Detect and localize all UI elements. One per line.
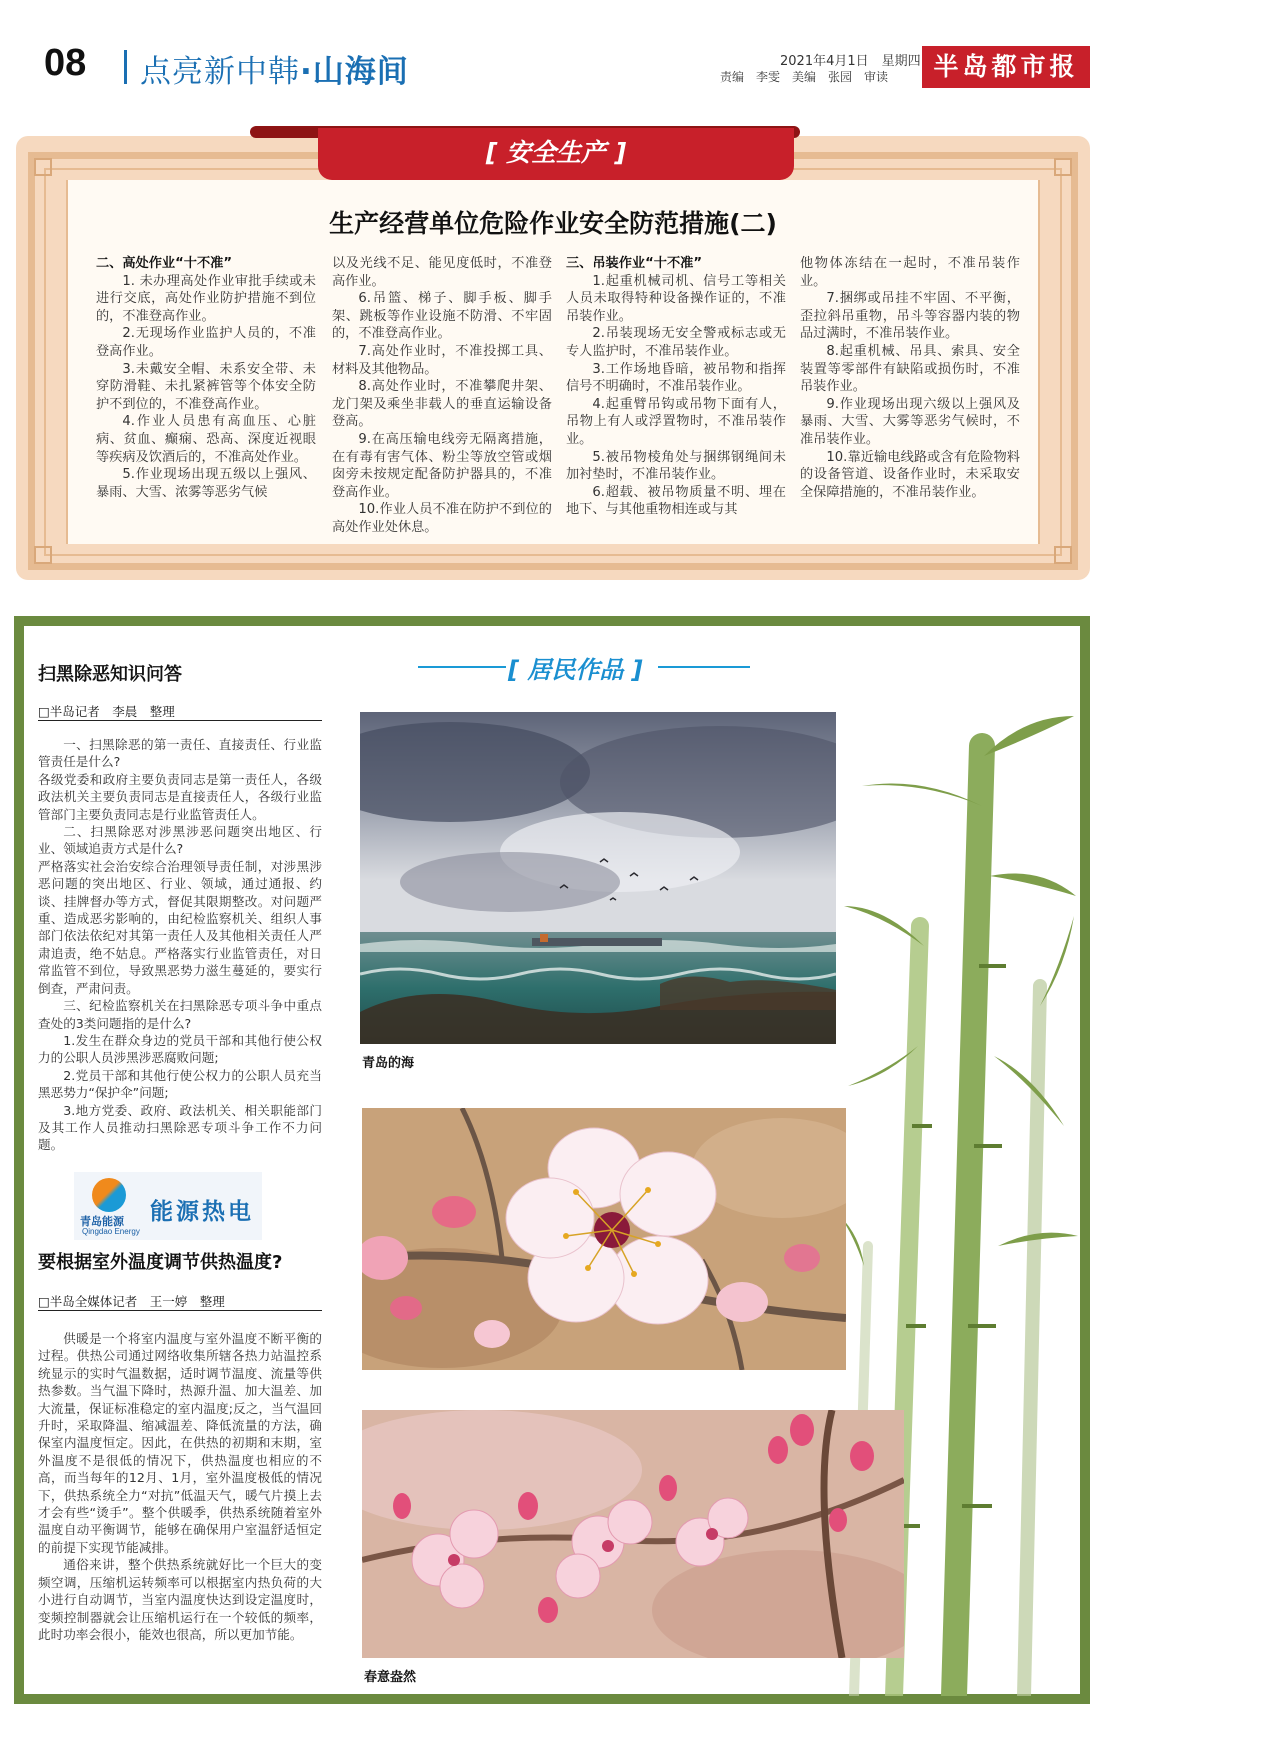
section-title-bold: 山海间 — [312, 54, 409, 90]
safety-item: 10.靠近输电线路或含有危险物料的设备管道、设备作业时，未采取安全保障措施的，不准吊装作业。 — [800, 449, 1020, 500]
safety-item: 3.未戴安全帽、未系安全带、未穿防滑鞋、未扎紧裤管等个体安全防护不到位的，不准登高作业。 — [96, 361, 316, 412]
article-paragraph: 1.发生在群众身边的党员干部和其他行使公权力的公职人员涉黑涉恶腐败问题; — [38, 1032, 322, 1066]
safety-item: 5.被吊物棱角处与捆绑钢绳间未加衬垫时，不准吊装作业。 — [566, 449, 786, 483]
safety-column-1 — [96, 255, 316, 501]
safety-item: 他物体冻结在一起时，不准吊装作业。 — [800, 256, 1020, 289]
artwork-caption: 春意盎然 — [364, 1670, 417, 1685]
article-paragraph: 通俗来讲，整个供热系统就好比一个巨大的变频空调，压缩机运转频率可以根据室内热负荷的大小进行自动调节，当室内温度快达到设定温度时，变频控制器就会让压缩机运行在一个较低的频率，此时功率会很小，能效也很高，所以更加节能。 — [38, 1557, 322, 1642]
safety-subhead: 三、吊装作业“十不准” — [566, 256, 703, 271]
safety-subhead: 二、高处作业“十不准” — [96, 256, 233, 271]
article-byline: □半岛记者 李晨 整理 — [38, 704, 175, 719]
blossom-photo-branch — [362, 1410, 904, 1658]
section-title-light: 点亮新中韩 — [140, 54, 300, 90]
works-heading-line — [658, 666, 750, 668]
article-paragraph: 严格落实社会治安综合治理领导责任制，对涉黑涉恶问题的突出地区、行业、领域，通过通报、约谈、挂牌督办等方式，督促其限期整改。对问题严重、造成恶劣影响的，由纪检监察机关、组织人事部门依法依纪对其第一责任人及其他相关责任人严肃追责，绝不姑息。严格落实行业监管责任，对日常监管不到位，导致黑恶势力滋生蔓延的，要实行倒查，严肃问责。 — [38, 858, 322, 996]
newspaper-logo: 半岛都市报 — [922, 46, 1090, 88]
safety-item: 8.起重机械、吊具、索具、安全装置等零部件有缺陷或损伤时，不准吊装作业。 — [800, 343, 1020, 395]
section-title — [140, 46, 409, 91]
article-paragraph: 三、纪检监察机关在扫黑除恶专项斗争中重点查处的3类问题指的是什么? — [38, 998, 322, 1031]
article-paragraph: 3.地方党委、政府、政法机关、相关职能部门及其工作人员推动扫黑除恶专项斗争工作不力问题。 — [38, 1102, 322, 1153]
energy-mark-name: 青岛能源 — [80, 1215, 124, 1228]
safety-item: 以及光线不足、能见度低时，不准登高作业。 — [332, 256, 552, 289]
article-title: 扫黑除恶知识问答 — [38, 664, 182, 685]
safety-item: 1.起重机械司机、信号工等相关人员未取得特种设备操作证的，不准吊装作业。 — [566, 273, 786, 324]
lattice-corner — [1054, 546, 1072, 564]
safety-item: 9.在高压输电线旁无隔离措施，在有毒有害气体、粉尘等放空管或烟囱旁未按规定配备防护器具的，不准登高作业。 — [332, 431, 552, 500]
safety-banner: [ 安全生产 ] — [318, 128, 794, 180]
article-paragraph: 2.党员干部和其他行使公权力的公职人员充当黑恶势力“保护伞”问题; — [38, 1067, 322, 1101]
safety-item: 2.无现场作业监护人员的，不准登高作业。 — [96, 326, 316, 359]
article-title: 要根据室外温度调节供热温度? — [38, 1252, 283, 1273]
safety-column-3 — [566, 255, 786, 519]
safety-column-2 — [332, 255, 552, 537]
section-title-dot: · — [300, 54, 313, 90]
lattice-corner — [34, 158, 52, 176]
energy-mark-icon — [92, 1178, 126, 1212]
safety-item: 6.超载、被吊物质量不明、埋在地下、与其他重物相连或与其 — [566, 484, 786, 518]
article-paragraph: 一、扫黑除恶的第一责任、直接责任、行业监管责任是什么? — [38, 737, 322, 770]
article-paragraph: 供暖是一个将室内温度与室外温度不断平衡的过程。供热公司通过网络收集所辖各热力站温控系统显示的实时气温数据，适时调节温度、流量等供热参数。当气温下降时，热源升温、加大温差、加大流量，保证标准稳定的室内温度;反之，当气温回升时，采取降温、缩减温差、降低流量的方法，确保室内温度恒定。因此，在供热的初期和末期，室外温度不是很低的情况下，供热温度也相应的不高，而当每年的12月、1月，室外温度极低的情况下，供热系统全力“对抗”低温天气，暖气片摸上去才会有些“烫手”。整个供暖季，供热系统随着室外温度自动平衡调节，能够在确保用户室温舒适恒定的前提下实现节能减排。 — [38, 1331, 322, 1555]
page-number: 08 — [44, 42, 87, 84]
byline-rule — [38, 1310, 322, 1311]
article-paragraph: 二、扫黑除恶对涉黑涉恶问题突出地区、行业、领域追责方式是什么? — [38, 824, 322, 857]
safety-item: 7.捆绑或吊挂不牢固、不平衡，歪拉斜吊重物，吊斗等容器内装的物品过满时，不准吊装作业。 — [800, 291, 1020, 342]
blossom-photo-closeup — [362, 1108, 846, 1370]
safety-item: 7.高处作业时，不准投掷工具、材料及其他物品。 — [332, 343, 552, 377]
article-body — [38, 736, 322, 1154]
safety-item: 10.作业人员不准在防护不到位的高处作业处休息。 — [332, 502, 552, 535]
safety-headline: 生产经营单位危险作业安全防范措施(二) — [329, 209, 777, 238]
lattice-corner — [1054, 158, 1072, 176]
safety-item: 5.作业现场出现五级以上强风、暴雨、大雪、浓雾等恶劣气候 — [96, 467, 316, 500]
safety-item: 4.作业人员患有高血压、心脏病、贫血、癫痫、恐高、深度近视眼等疾病及饮酒后的，不准高处作业。 — [96, 414, 316, 465]
works-heading: [ 居民作品 ] — [508, 656, 643, 684]
byline-rule — [38, 720, 322, 721]
safety-item: 2.吊装现场无安全警戒标志或无专人监护时，不准吊装作业。 — [566, 326, 786, 359]
safety-item: 8.高处作业时，不准攀爬井架、龙门架及乘坐非载人的垂直运输设备登高。 — [332, 379, 552, 430]
energy-logo-text: 能源热电 — [150, 1199, 254, 1225]
article-paragraph: 各级党委和政府主要负责同志是第一责任人，各级政法机关主要负责同志是直接责任人，各级行业监管部门主要负责同志是行业监管责任人。 — [38, 771, 322, 822]
safety-item: 6.吊篮、梯子、脚手板、脚手架、跳板等作业设施不防滑、不牢固的，不准登高作业。 — [332, 291, 552, 342]
seascape-painting — [360, 712, 836, 1044]
works-heading-line — [418, 666, 506, 668]
article-byline: □半岛全媒体记者 王一婷 整理 — [38, 1294, 225, 1309]
safety-item: 9.作业现场出现六级以上强风及暴雨、大雪、大雾等恶劣气候时，不准吊装作业。 — [800, 396, 1020, 447]
editor-credits: 责编 李雯 美编 张园 审读 — [720, 70, 889, 84]
artwork-caption: 青岛的海 — [362, 1056, 415, 1071]
article-body — [38, 1330, 322, 1643]
energy-mark-english: Qingdao Energy — [82, 1227, 140, 1236]
safety-column-4 — [800, 255, 1020, 501]
masthead-divider — [124, 50, 127, 84]
lattice-corner — [34, 546, 52, 564]
safety-item: 3.工作场地昏暗，被吊物和指挥信号不明确时，不准吊装作业。 — [566, 361, 786, 395]
safety-item: 1. 未办理高处作业审批手续或未进行交底，高处作业防护措施不到位的，不准登高作业。 — [96, 273, 316, 324]
safety-item: 4.起重臂吊钩或吊物下面有人，吊物上有人或浮置物时，不准吊装作业。 — [566, 396, 786, 447]
issue-date: 2021年4月1日 星期四 — [780, 54, 921, 69]
